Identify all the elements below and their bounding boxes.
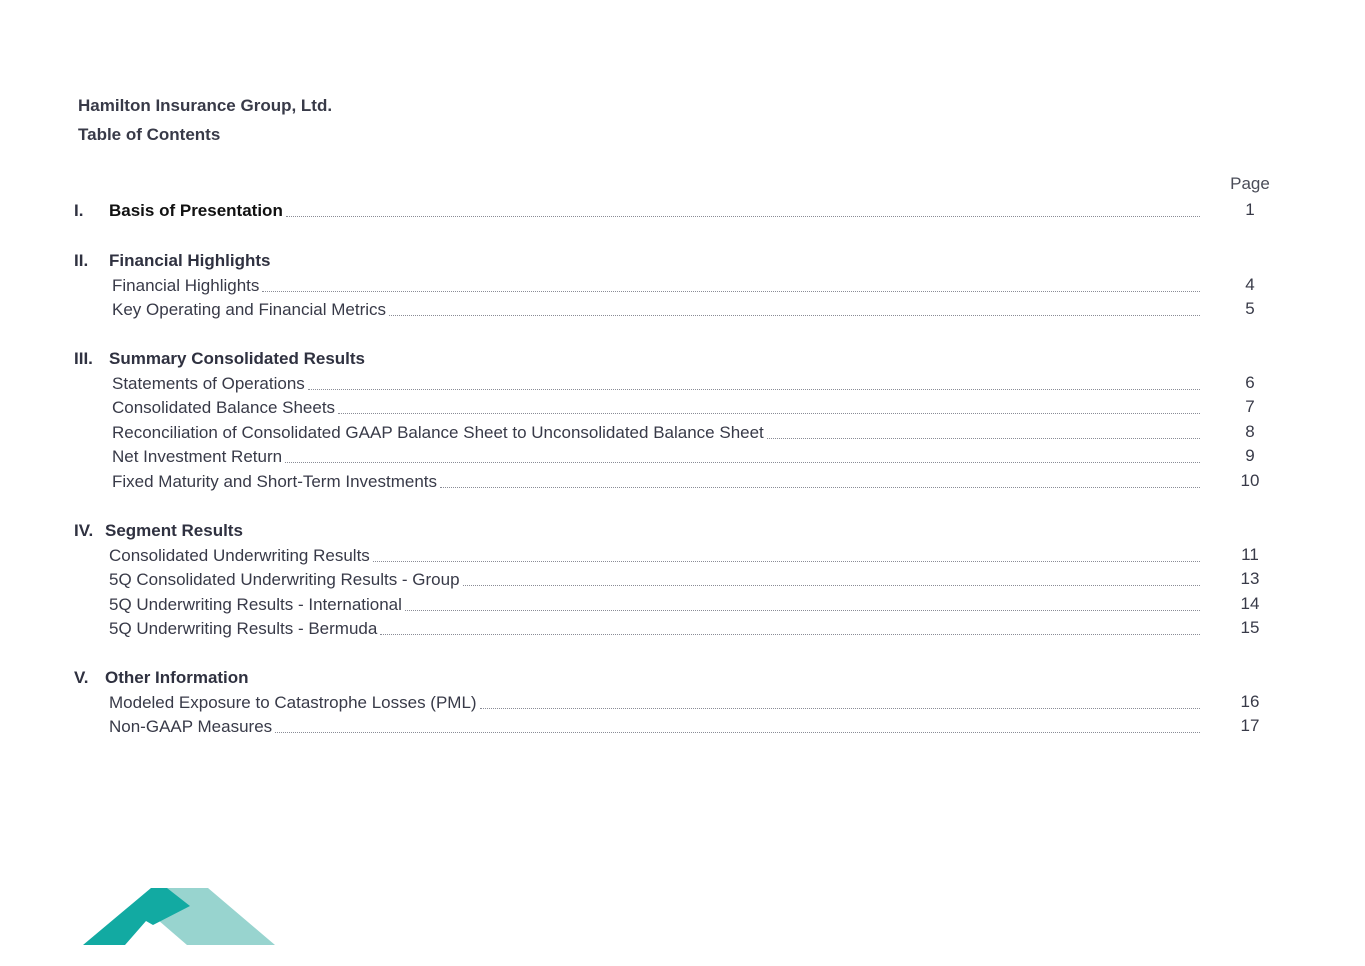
page-number: 1 <box>1245 200 1255 219</box>
page-number: 6 <box>1245 372 1255 392</box>
dot-leader <box>286 215 1200 217</box>
section-numeral <box>74 347 93 369</box>
section-title: Basis of Presentation <box>109 201 283 220</box>
dot-leader <box>767 437 1200 439</box>
dot-leader <box>308 388 1200 390</box>
toc-entry-label: Fixed Maturity and Short-Term Investments <box>112 471 438 491</box>
toc-entry-label: Modeled Exposure to Catastrophe Losses (PML) <box>109 692 477 712</box>
page-number: 7 <box>1245 397 1255 416</box>
toc-entry-label: Consolidated Underwriting Results <box>109 545 370 565</box>
toc-entry-label: Statements of Operations <box>112 373 305 393</box>
dot-leader <box>373 560 1200 562</box>
section-numeral <box>74 666 89 688</box>
toc-entry-label: Financial Highlights <box>112 275 260 295</box>
dot-leader <box>463 584 1200 586</box>
section-title: Segment Results <box>105 521 243 540</box>
toc-entry <box>109 691 1200 713</box>
toc-entry <box>109 617 1200 639</box>
page-column-header: Page <box>1230 174 1270 193</box>
toc-entry <box>112 396 1200 418</box>
dot-leader <box>405 609 1200 611</box>
section-numeral <box>74 199 83 221</box>
section-heading <box>109 249 271 271</box>
section-heading <box>105 519 243 541</box>
toc-entry <box>112 274 1200 296</box>
page-number: 14 <box>1240 593 1260 613</box>
toc-entry-label: Non-GAAP Measures <box>109 717 273 736</box>
page-number: 13 <box>1240 569 1260 588</box>
page-number: 15 <box>1240 618 1260 637</box>
dot-leader <box>380 633 1200 635</box>
page-number: 10 <box>1240 470 1260 490</box>
toc-entry-label: Consolidated Balance Sheets <box>112 398 336 417</box>
dot-leader <box>275 731 1200 733</box>
dot-leader <box>389 314 1200 316</box>
hamilton-logo-icon <box>83 886 279 948</box>
dot-leader <box>440 486 1200 488</box>
section-heading <box>109 347 365 369</box>
page-number: 5 <box>1245 299 1255 318</box>
page-number: 4 <box>1245 274 1255 294</box>
section-number: II. <box>74 251 89 270</box>
dot-leader <box>285 461 1200 463</box>
section-number: IV. <box>74 521 94 540</box>
section-numeral <box>74 519 93 541</box>
toc-entry-label: 5Q Underwriting Results - International <box>109 594 402 614</box>
toc-entry <box>112 372 1200 394</box>
toc-entry <box>109 544 1200 566</box>
section-heading <box>109 199 1200 221</box>
section-title: Summary Consolidated Results <box>109 349 366 368</box>
toc-entry-label: Key Operating and Financial Metrics <box>112 300 387 319</box>
toc-entry <box>112 421 1200 443</box>
document-title: Table of Contents <box>78 125 221 144</box>
toc-entry-label: Reconciliation of Consolidated GAAP Balance Sheet to Unconsolidated Balance Sheet <box>112 422 764 442</box>
dot-leader <box>480 707 1200 709</box>
section-title: Other Information <box>105 668 249 687</box>
toc-entry-label: 5Q Consolidated Underwriting Results - Group <box>109 570 460 589</box>
toc-entry-label: Net Investment Return <box>112 447 283 466</box>
page-number: 8 <box>1245 421 1255 441</box>
toc-entry <box>109 715 1200 737</box>
section-heading <box>105 666 249 688</box>
page-number: 16 <box>1240 691 1260 711</box>
section-numeral <box>74 249 88 271</box>
dot-leader <box>338 412 1200 414</box>
toc-entry <box>109 568 1200 590</box>
toc-entry <box>112 298 1200 320</box>
toc-entry <box>112 445 1200 467</box>
page-number: 11 <box>1241 544 1259 564</box>
section-number: III. <box>74 349 93 368</box>
toc-entry <box>112 470 1200 492</box>
page-number: 9 <box>1245 446 1255 465</box>
toc-entry-label: 5Q Underwriting Results - Bermuda <box>109 619 378 638</box>
company-name: Hamilton Insurance Group, Ltd. <box>78 96 333 115</box>
toc-entry <box>109 593 1200 615</box>
section-number: I. <box>74 201 84 220</box>
dot-leader <box>262 290 1200 292</box>
section-title: Financial Highlights <box>109 251 271 270</box>
section-number: V. <box>74 668 89 687</box>
page-number: 17 <box>1240 716 1260 735</box>
